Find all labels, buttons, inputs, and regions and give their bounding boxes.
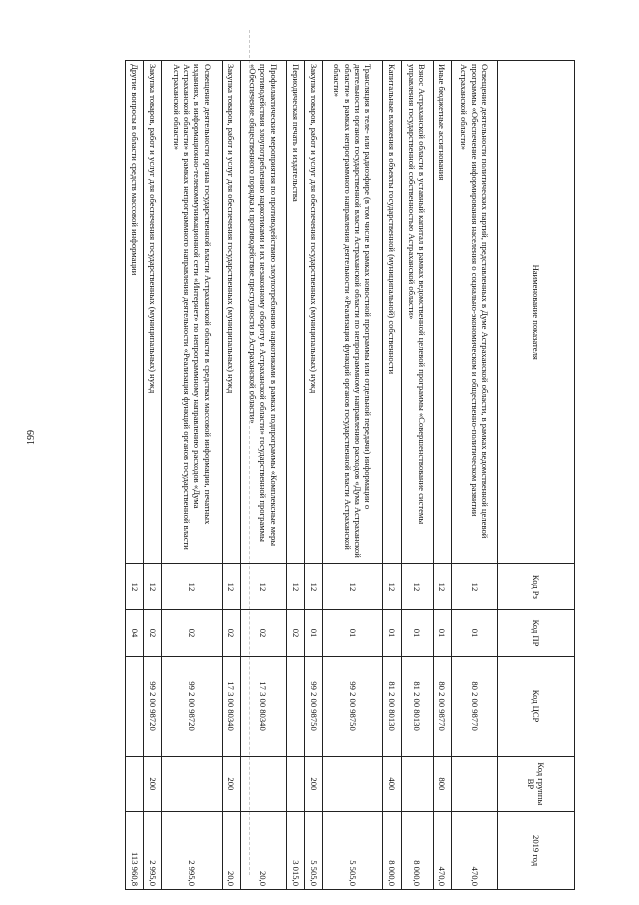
row-vr [286, 756, 304, 812]
table-row [222, 61, 240, 890]
row-csr: 17 3 00 80340 [222, 656, 240, 756]
row-vr: 200 [222, 756, 240, 812]
row-name: Другие вопросы в области средств массовой информации [126, 61, 144, 564]
row-name: Иные бюджетные ассигнования [433, 61, 451, 564]
row-rz: 12 [323, 564, 383, 610]
row-name: Закупка товаров, работ и услуг для обеспечения государственных (муниципальных) нужд [305, 61, 323, 564]
row-pr: 01 [401, 610, 433, 656]
table-row [323, 61, 383, 890]
row-pr: 02 [162, 610, 222, 656]
row-year: 470,0 [451, 812, 497, 890]
row-rz: 12 [126, 564, 144, 610]
row-rz: 12 [286, 564, 304, 610]
row-pr: 01 [383, 610, 401, 656]
row-name: Трансляция в теле- или радиоэфире (в том числе в рамках новостной программы или отдельной передачи) информации о деятельности органов государственной власти Астраханской области по непрограммному направлению расходов «Дума Астраханской области» в рамках непрограммного направления деятельности «Реализация функций органов государственной власти Астраханской области» [323, 61, 383, 564]
row-csr: 17 3 00 80340 [240, 656, 286, 756]
header-year: 2019 год [498, 812, 575, 890]
row-vr [162, 756, 222, 812]
row-pr: 02 [286, 610, 304, 656]
table-row [126, 61, 144, 890]
row-year: 20,0 [240, 812, 286, 890]
row-csr [286, 656, 304, 756]
row-rz: 12 [144, 564, 162, 610]
row-rz: 12 [162, 564, 222, 610]
row-name: Капитальные вложения в объекты государственной (муниципальной) собственности [383, 61, 401, 564]
row-year: 8 000,0 [383, 812, 401, 890]
table-row [286, 61, 304, 890]
row-year: 113 960,8 [126, 812, 144, 890]
row-pr: 04 [126, 610, 144, 656]
row-name: Освещение деятельности органа государственной власти Астраханской области в средствах массовой информации, печатных изданиях, в информационно-телекоммуникационной сети «Интернет» по непрограммному направлению расходов «Дума Астраханской области» в рамках непрограммного направления деятельности «Реализация функций органов государственной власти Астраханской области» [162, 61, 222, 564]
table-row [240, 61, 286, 890]
page-number: 199 [26, 430, 37, 445]
row-vr [126, 756, 144, 812]
header-csr: Код ЦСР [498, 656, 575, 756]
table-row [433, 61, 451, 890]
row-vr [451, 756, 497, 812]
row-pr: 02 [144, 610, 162, 656]
row-rz: 12 [222, 564, 240, 610]
row-vr [401, 756, 433, 812]
table-row [305, 61, 323, 890]
row-vr: 800 [433, 756, 451, 812]
row-csr: 99 2 00 98720 [144, 656, 162, 756]
row-csr: 81 2 00 80130 [383, 656, 401, 756]
row-pr: 02 [240, 610, 286, 656]
row-csr: 80 2 00 98770 [433, 656, 451, 756]
row-csr: 99 2 00 98750 [323, 656, 383, 756]
row-rz: 12 [383, 564, 401, 610]
row-csr: 99 2 00 98750 [305, 656, 323, 756]
row-year: 8 000,0 [401, 812, 433, 890]
row-name: Периодическая печать и издательства [286, 61, 304, 564]
row-rz: 12 [401, 564, 433, 610]
row-pr: 01 [451, 610, 497, 656]
row-csr: 81 2 00 80130 [401, 656, 433, 756]
header-vr: Код группы ВР [498, 756, 575, 812]
row-name: Закупка товаров, работ и услуг для обеспечения государственных (муниципальных) нужд [222, 61, 240, 564]
row-year: 2 995,0 [144, 812, 162, 890]
row-csr: 99 2 00 98720 [162, 656, 222, 756]
header-rz: Код Рз [498, 564, 575, 610]
budget-table [125, 60, 575, 890]
row-pr: 01 [323, 610, 383, 656]
row-name: Освещение деятельности политических партий, представленных в Думе Астраханской области, в рамках ведомственной целевой программы «Обеспечение информирования населения о социально-экономическом и общественно-политическом развитии Астраханской области» [451, 61, 497, 564]
header-name: Наименование показателя [498, 61, 575, 564]
row-year: 5 505,0 [305, 812, 323, 890]
row-rz: 12 [451, 564, 497, 610]
table-header-row [498, 61, 575, 890]
row-rz: 12 [240, 564, 286, 610]
row-csr [126, 656, 144, 756]
row-year: 470,0 [433, 812, 451, 890]
table-row [144, 61, 162, 890]
table-row [162, 61, 222, 890]
row-name: Профилактические мероприятия по противодействию злоупотреблению наркотиками в рамках подпрограммы «Комплексные меры противодействия злоупотреблению наркотиками и их незаконному обороту в Астраханской области» государственной программы «Обеспечение общественного порядка и противодействие преступности в Астраханской области» [240, 61, 286, 564]
row-rz: 12 [433, 564, 451, 610]
row-csr: 80 2 00 98770 [451, 656, 497, 756]
table-row [383, 61, 401, 890]
table-row [451, 61, 497, 890]
row-pr: 01 [305, 610, 323, 656]
row-year: 2 995,0 [162, 812, 222, 890]
table-row [401, 61, 433, 890]
row-year: 20,0 [222, 812, 240, 890]
row-pr: 01 [433, 610, 451, 656]
row-vr: 400 [383, 756, 401, 812]
budget-table-container [125, 60, 575, 890]
row-vr [323, 756, 383, 812]
row-vr: 200 [144, 756, 162, 812]
header-pr: Код ПР [498, 610, 575, 656]
row-vr [240, 756, 286, 812]
row-vr: 200 [305, 756, 323, 812]
row-name: Закупка товаров, работ и услуг для обеспечения государственных (муниципальных) нужд [144, 61, 162, 564]
row-pr: 02 [222, 610, 240, 656]
row-name: Взнос Астраханской области в уставный капитал в рамках ведомственной целевой программы «Совершенствование системы управления государственной собственностью Астраханской области» [401, 61, 433, 564]
row-year: 5 505,0 [323, 812, 383, 890]
row-rz: 12 [305, 564, 323, 610]
row-year: 3 015,0 [286, 812, 304, 890]
